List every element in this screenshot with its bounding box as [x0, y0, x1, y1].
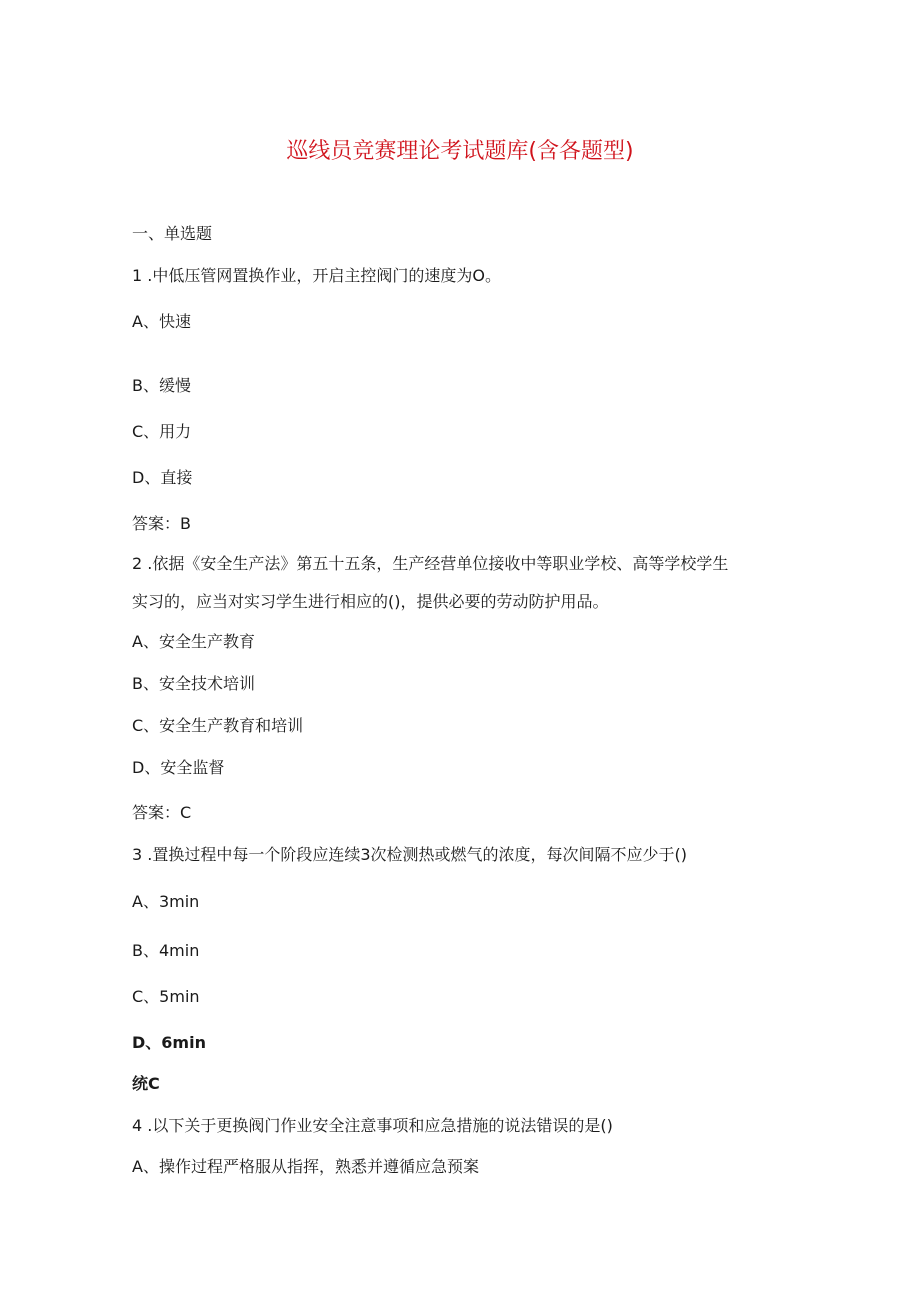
- question-3-option-d: D、6min: [132, 1033, 206, 1052]
- question-2-option-d: D、安全监督: [132, 758, 225, 777]
- question-2-option-c: C、安全生产教育和培训: [132, 716, 304, 735]
- question-1-answer: 答案：B: [132, 514, 191, 533]
- question-1-stem: 1 .中低压管网置换作业，开启主控阀门的速度为O。: [132, 266, 501, 285]
- question-2-option-a: A、安全生产教育: [132, 632, 255, 651]
- section-heading: 一、单选题: [132, 224, 213, 243]
- question-3-option-b: B、4min: [132, 941, 200, 960]
- question-1-option-c: C、用力: [132, 422, 192, 441]
- question-4-option-a: A、操作过程严格服从指挥，熟悉并遵循应急预案: [132, 1157, 479, 1176]
- question-3-stem: 3 .置换过程中每一个阶段应连续3次检测热或燃气的浓度，每次间隔不应少于(): [132, 845, 688, 864]
- question-1-option-b: B、缓慢: [132, 376, 191, 395]
- document-title: 巡线员竞赛理论考试题库(含各题型): [286, 139, 634, 164]
- question-2-option-b: B、安全技术培训: [132, 674, 255, 693]
- question-3-option-a: A、3min: [132, 892, 200, 911]
- question-2-answer: 答案：C: [132, 803, 192, 822]
- question-3-answer: 统C: [132, 1074, 160, 1093]
- question-2-stem-line-2: 实习的，应当对实习学生进行相应的()，提供必要的劳动防护用品。: [132, 592, 609, 611]
- question-4-stem: 4 .以下关于更换阀门作业安全注意事项和应急措施的说法错误的是(): [132, 1116, 613, 1135]
- question-3-option-c: C、5min: [132, 987, 200, 1006]
- question-1-option-a: A、快速: [132, 312, 191, 331]
- question-2-stem-line-1: 2 .依据《安全生产法》第五十五条，生产经营单位接收中等职业学校、高等学校学生: [132, 554, 729, 573]
- question-1-option-d: D、直接: [132, 468, 193, 487]
